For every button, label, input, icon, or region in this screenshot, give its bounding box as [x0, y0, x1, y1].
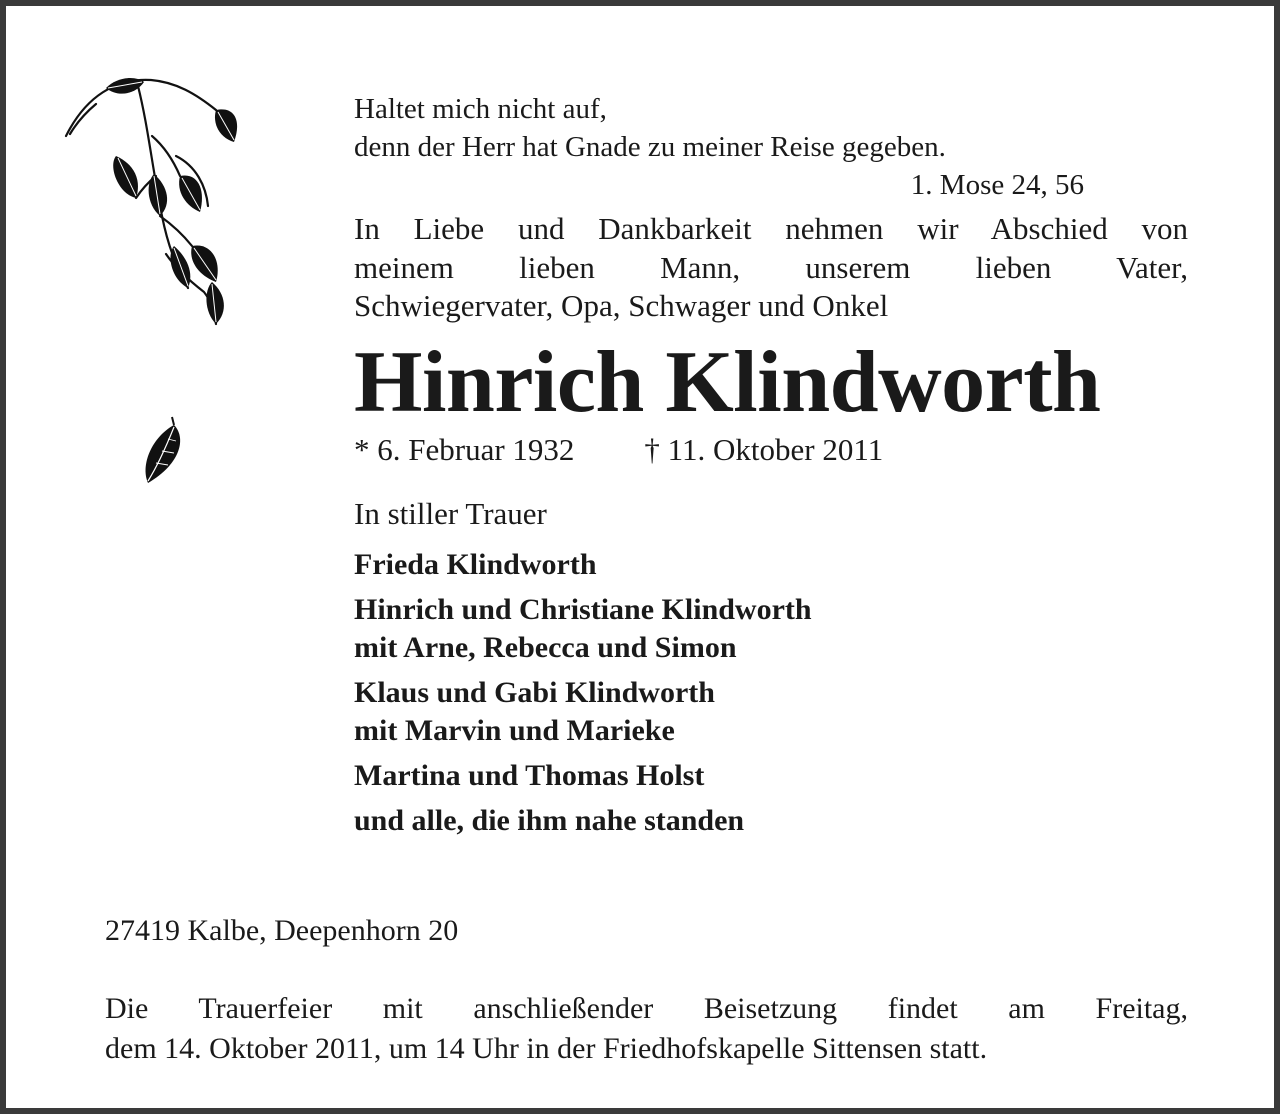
ceremony-line-2: dem 14. Oktober 2011, um 14 Uhr in der Friedhofskapelle Sittensen statt. [105, 1032, 988, 1065]
family-entry [354, 591, 1188, 667]
birch-branch-icon [56, 66, 256, 346]
falling-leaf-icon [134, 411, 190, 491]
verse-line-1: Haltet mich nicht auf, [354, 93, 607, 125]
family-entry-line: Klaus und Gabi Klindworth [354, 675, 715, 709]
family-entry [354, 802, 1188, 840]
ceremony-info [105, 989, 1188, 1069]
family-list [354, 546, 1188, 840]
intro-line-1: In Liebe und Dankbarkeit nehmen wir Abschied von [354, 211, 1188, 246]
family-entry [354, 757, 1188, 795]
address: 27419 Kalbe, Deepenhorn 20 [105, 914, 459, 947]
verse-line-2: denn der Herr hat Gnade zu meiner Reise gegeben. [354, 131, 946, 163]
intro-line-3: Schwiegervater, Opa, Schwager und Onkel [354, 288, 889, 323]
family-entry-line: Hinrich und Christiane Klindworth [354, 592, 812, 626]
notice-main-column [354, 90, 1188, 847]
ceremony-line-1: Die Trauerfeier mit anschließender Beisetzung findet am Freitag, [105, 992, 1188, 1025]
verse-reference: 1. Mose 24, 56 [910, 169, 1084, 201]
family-entry [354, 674, 1188, 750]
birth-date: * 6. Februar 1932 [354, 431, 575, 467]
mourning-label: In stiller Trauer [354, 495, 547, 531]
family-entry-line: und alle, die ihm nahe standen [354, 803, 745, 837]
life-dates [354, 430, 1188, 470]
family-entry-line: Martina und Thomas Holst [354, 758, 705, 792]
death-date: † 11. Oktober 2011 [644, 431, 884, 467]
bible-verse [354, 90, 1188, 166]
family-entry-line: Frieda Klindworth [354, 547, 597, 581]
family-entry [354, 546, 1188, 584]
family-entry-line: mit Arne, Rebecca und Simon [354, 630, 737, 664]
intro-line-2: meinem lieben Mann, unserem lieben Vater, [354, 249, 1188, 285]
intro-text [354, 210, 1188, 326]
deceased-name: Hinrich Klindworth [354, 333, 1101, 431]
family-entry-line: mit Marvin und Marieke [354, 713, 675, 747]
